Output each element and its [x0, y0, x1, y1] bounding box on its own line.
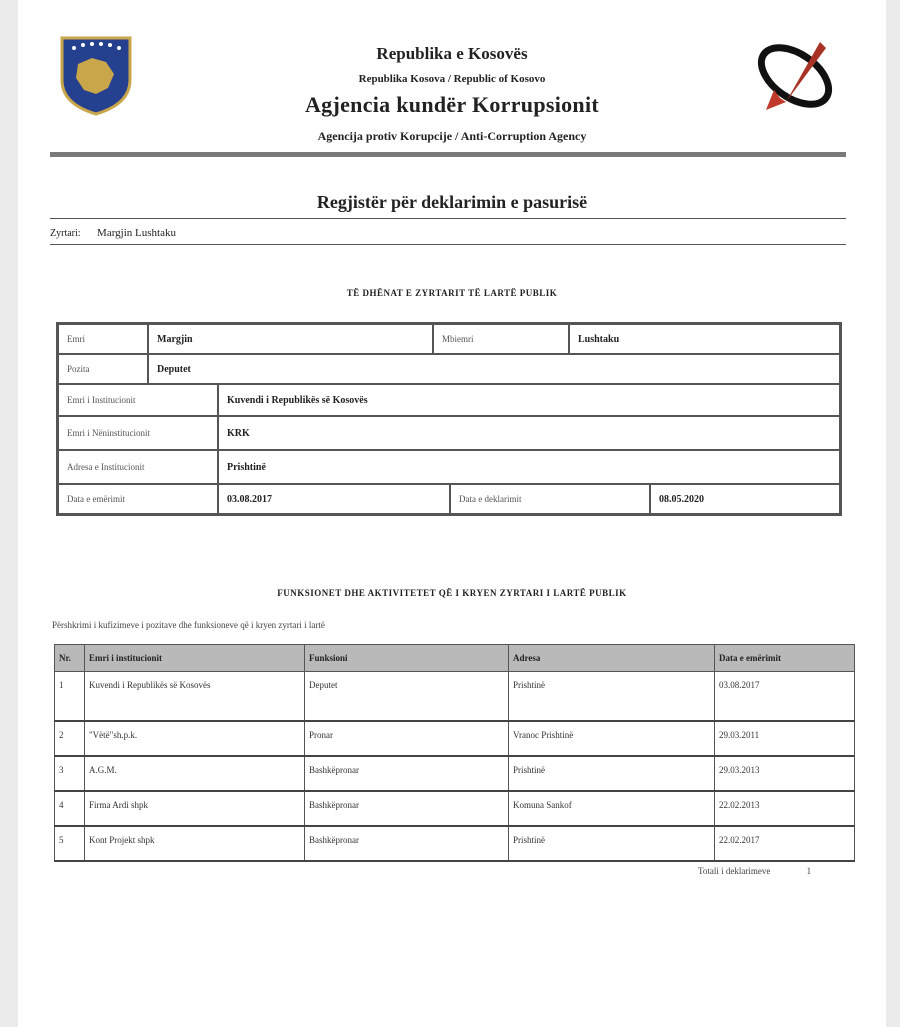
- table-cell: Komuna Sankof: [509, 791, 715, 826]
- official-section-title: TË DHËNAT E ZYRTARIT TË LARTË PUBLIK: [346, 288, 558, 298]
- table-cell: 03.08.2017: [715, 672, 855, 722]
- title-rule: [50, 218, 846, 219]
- name-value: Margjin: [148, 324, 433, 354]
- declaration-date-label: Data e deklarimit: [450, 484, 650, 514]
- table-cell: Pronar: [305, 721, 509, 756]
- name-label: Emri: [58, 324, 148, 354]
- appointment-date-label: Data e emërimit: [58, 484, 218, 514]
- table-cell: 2: [55, 721, 85, 756]
- table-cell: A.G.M.: [85, 756, 305, 791]
- institution-label: Emri i Institucionit: [58, 384, 218, 416]
- functions-table: [54, 644, 855, 862]
- table-cell: 1: [55, 672, 85, 722]
- column-header-address: Adresa: [509, 645, 715, 672]
- surname-value: Lushtaku: [569, 324, 840, 354]
- declaration-date-value: 08.05.2020: [650, 484, 840, 514]
- table-cell: Vranoc Prishtinë: [509, 721, 715, 756]
- footer-total: [698, 866, 811, 876]
- footer-page-number: 1: [806, 866, 812, 876]
- table-cell: Prishtinë: [509, 756, 715, 791]
- document-page: [18, 0, 886, 1027]
- table-row: [55, 721, 855, 756]
- column-header-date: Data e emërimit: [715, 645, 855, 672]
- table-row: [55, 756, 855, 791]
- table-cell: Bashkëpronar: [305, 791, 509, 826]
- table-row: [55, 826, 855, 861]
- document-title: Regjistër për deklarimin e pasurisë: [316, 192, 588, 212]
- functions-section-title: FUNKSIONET DHE AKTIVITETET QË I KRYEN ZYRTARI I LARTË PUBLIK: [277, 588, 627, 598]
- table-cell: 3: [55, 756, 85, 791]
- column-header-function: Funksioni: [305, 645, 509, 672]
- table-cell: Bashkëpronar: [305, 756, 509, 791]
- institution-value: Kuvendi i Republikës së Kosovës: [218, 384, 840, 416]
- subject-line: Zyrtari: Margjin Lushtaku: [50, 227, 176, 239]
- table-row: [55, 672, 855, 722]
- table-cell: Prishtinë: [509, 826, 715, 861]
- table-row: [55, 791, 855, 826]
- header-agency-name: Agjencia kundër Korrupsionit: [304, 92, 600, 117]
- table-cell: 4: [55, 791, 85, 826]
- table-cell: 5: [55, 826, 85, 861]
- sub-institution-value: KRK: [218, 416, 840, 450]
- table-header-row: [55, 645, 855, 672]
- position-value: Deputet: [148, 354, 840, 384]
- surname-label: Mbiemri: [433, 324, 569, 354]
- subject-value: Margjin Lushtaku: [97, 227, 176, 239]
- table-cell: 22.02.2013: [715, 791, 855, 826]
- table-cell: Kuvendi i Republikës së Kosovës: [85, 672, 305, 722]
- column-header-institution: Emri i institucionit: [85, 645, 305, 672]
- column-header-nr: Nr.: [55, 645, 85, 672]
- table-cell: 29.03.2011: [715, 721, 855, 756]
- table-cell: Deputet: [305, 672, 509, 722]
- header-republic: Republika e Kosovës: [376, 44, 528, 63]
- table-cell: Firma Ardi shpk: [85, 791, 305, 826]
- table-cell: Prishtinë: [509, 672, 715, 722]
- table-cell: Kont Projekt shpk: [85, 826, 305, 861]
- header-agency-translations: Agencija protiv Korupcije / Anti-Corruption Agency: [317, 129, 587, 143]
- address-label: Adresa e Institucionit: [58, 450, 218, 484]
- header-divider: [50, 152, 846, 157]
- table-cell: "Vëtë"sh.p.k.: [85, 721, 305, 756]
- position-label: Pozita: [58, 354, 148, 384]
- subject-label: Zyrtari: [50, 228, 78, 239]
- subject-rule: [50, 244, 846, 245]
- address-value: Prishtinë: [218, 450, 840, 484]
- header-republic-translations: Republika Kosova / Republic of Kosovo: [358, 73, 546, 85]
- table-cell: 29.03.2013: [715, 756, 855, 791]
- footer-label: Totali i deklarimeve: [698, 866, 771, 876]
- table-cell: 22.02.2017: [715, 826, 855, 861]
- appointment-date-value: 03.08.2017: [218, 484, 450, 514]
- sub-institution-label: Emri i Nëninstitucionit: [58, 416, 218, 450]
- functions-note: Përshkrimi i kufizimeve i pozitave dhe funksioneve që i kryen zyrtari i lartë: [52, 620, 325, 630]
- table-cell: Bashkëpronar: [305, 826, 509, 861]
